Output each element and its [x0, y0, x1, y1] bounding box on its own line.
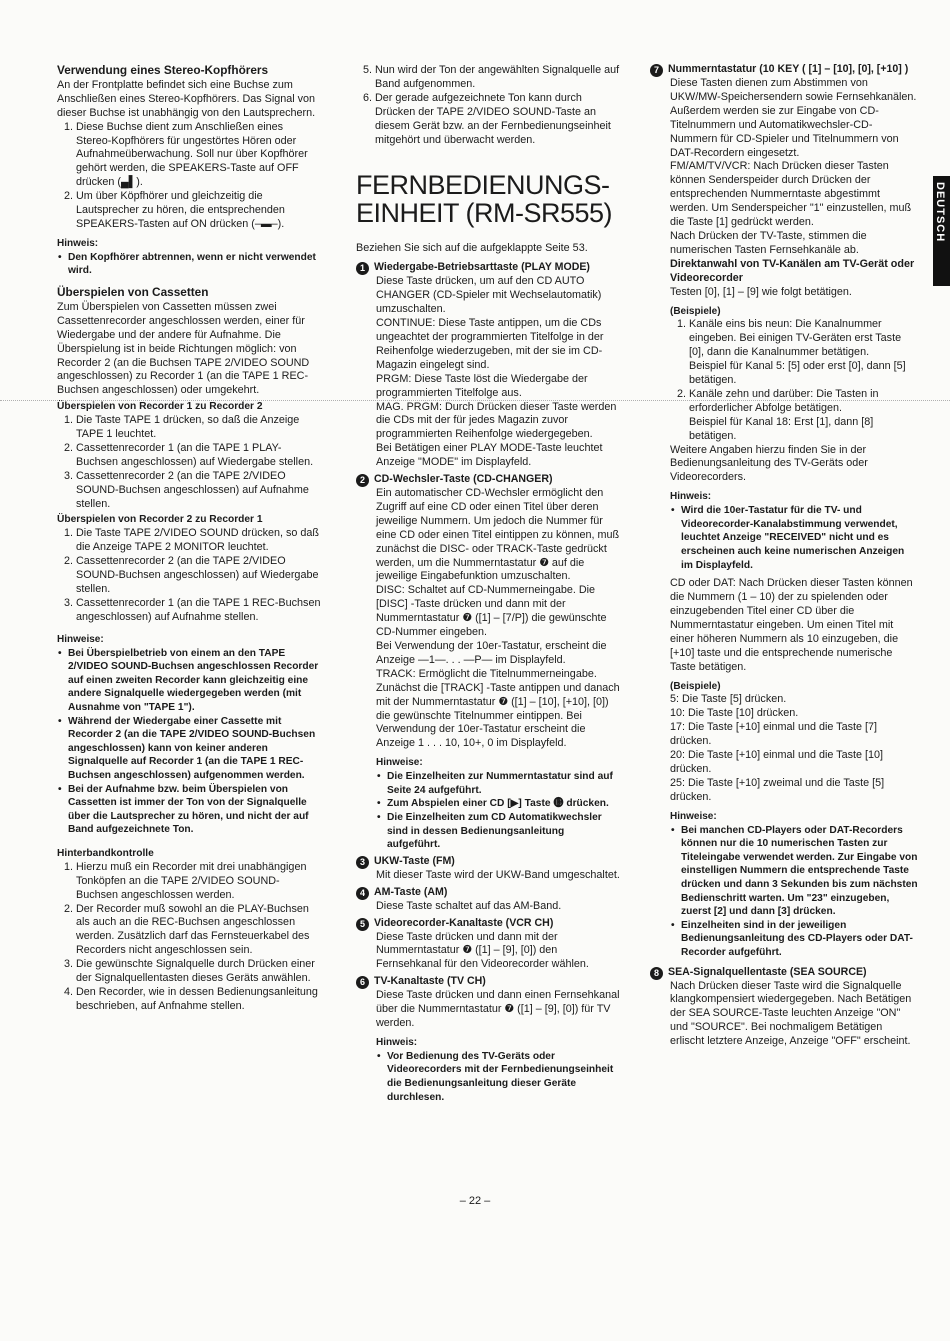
section-heading: [650, 966, 918, 980]
paragraph: Nach Drücken dieser Taste wird die Signalquelle klangkompensiert wiedergegeben. Nach Betätigen der SEA SOURCE-Taste leuchten Anzeige "ON" und "SOURCE". Bei nochmaligem Betätigen erlischt letztere Anzeige, Anzeige "OFF" erscheint.: [670, 979, 912, 1048]
paragraph: Diese Taste drücken und dann mit der Nummerntastatur ❼ ([1] – [9], [0]) den Fernsehkanal für den Videorecorder wählen.: [376, 930, 589, 971]
section-heading: [356, 975, 620, 989]
section-title: CD-Wechsler-Taste (CD-CHANGER): [374, 473, 553, 486]
note-item: • Bei Überspielbetrieb von einem an den TAPE 2/VIDEO SOUND-Buchsen angeschlossen Recorder auf einen zweiten Recorder kann gleichzeitig eine andere Signalquelle wiedergegeben werden (mit Ausnahme von "TAPE 1").: [68, 647, 321, 715]
paragraph: CD oder DAT: Nach Drücken dieser Tasten können die Nummern (1 – 10) der zu spielenden oder einzugebenden Titel einer CD über die Nummerntastatur eingeben. Um einen Titel mit einer höheren Nummern als 10 einzugeben, die [+10] taste und die entsprechende numerische Taste betätigen.: [670, 577, 913, 673]
list-item: 3. Cassettenrecorder 2 (an die TAPE 2/VIDEO SOUND-Buchsen angeschlossen) auf Aufnahme stellen.: [76, 470, 321, 512]
list-item: [689, 388, 918, 444]
note-list: [57, 647, 321, 837]
example-line: 17: Die Taste [+10] einmal und die Taste [7] drücken.: [670, 721, 877, 748]
list-example: Beispiel für Kanal 18: Erst [1], dann [8] betätigen.: [689, 415, 874, 442]
note-label: Hinweise:: [57, 633, 104, 645]
paragraph: Diese Taste drücken, um auf den CD AUTO CHANGER (CD-Spieler mit Wechselautomatik) umzuschalten.: [376, 275, 602, 316]
list-item: 1. Die Taste TAPE 1 drücken, so daß die Anzeige TAPE 1 leuchtet.: [76, 414, 321, 442]
list-example: Beispiel für Kanal 5: [5] oder erst [0], dann [5] betätigen.: [689, 360, 906, 387]
note-item: • Bei manchen CD-Players oder DAT-Recorders können nur die 10 numerischen Tasten zur Titeleingabe verwendet werden. Zur Eingabe von einstelligen Nummern die entsprechende Taste drücken und dann 3 Sekunden bis zum nächsten Bedienschritt warten. Um "23" einzugeben, zuerst [2] und dann [3] drücken.: [681, 824, 918, 919]
title-line-1: FERNBEDIENUNGS-: [356, 170, 610, 201]
section-title: TV-Kanaltaste (TV CH): [374, 975, 486, 988]
section-body: [356, 900, 620, 914]
column-right: [650, 60, 918, 1049]
list: [57, 527, 321, 624]
number-3-icon: 3: [356, 856, 369, 869]
section-body: [650, 77, 918, 960]
note-item: • Bei der Aufnahme bzw. beim Überspielen von Cassetten ist immer der Ton von der Signalquelle über die Lautsprecher zu hören, und nicht der auf Band aufgezeichnete Ton.: [68, 783, 321, 837]
paragraph: FM/AM/TV/VCR: Nach Drücken dieser Tasten können Senderspeider durch Drücken der entsprechenden Nummerntaste abgestimmt werden. Um Senderspeicher "1" einzustellen, muß die Taste [1] gedrückt werden.: [670, 160, 912, 229]
section-title: UKW-Taste (FM): [374, 854, 455, 867]
paragraph: Nach Drücken der TV-Taste, stimmen die numerischen Tasten Fernsehkanäle ab.: [670, 229, 867, 256]
note-item: • Den Kopfhörer abtrennen, wenn er nicht verwendet wird.: [68, 251, 321, 278]
examples-label: (Beispiele): [670, 680, 721, 692]
language-tab: [933, 176, 950, 286]
note-item: • Die Einzelheiten zur Nummerntastatur sind auf Seite 24 aufgeführt.: [387, 770, 620, 797]
list: [356, 64, 620, 147]
note-item: • Vor Bedienung des TV-Geräts oder Videorecorders mit der Fernbedienungseinheit die Bedienungsanleitung dieser Geräte durchlesen.: [387, 1050, 620, 1104]
paragraph: Zum Überspielen von Cassetten müssen zwei Cassettenrecorder angeschlossen werden, einer für Wiedergabe und der andere für Aufnahme. Die Überspielung ist in beide Richtungen möglich: von Recorder 2 (an die Buchsen TAPE 2/VIDEO SOUND angeschlossen) zu Recorder 1 (an die TAPE 1 REC-Buchsen angeschlossen) oder umgekehrt.: [57, 300, 310, 397]
section-body: [650, 980, 918, 1050]
example-line: 5: Die Taste [5] drücken.: [670, 693, 787, 706]
intro-text: Beziehen Sie sich auf die aufgeklappte Seite 53.: [356, 242, 588, 255]
example-line: 20: Die Taste [+10] einmal und die Taste [10] drücken.: [670, 749, 883, 775]
note-item: • Während der Wiedergabe einer Cassette mit Recorder 2 (an die TAPE 2/VIDEO SOUND-Buchsen angeschlossen) kann von keiner anderen Signalquelle auf Recorder 1 (an die TAPE 1 REC-Buchsen angeschlossen) aufgenommen werden.: [68, 715, 321, 783]
list: [57, 121, 321, 232]
list-item: 2. Cassettenrecorder 1 (an die TAPE 1 PLAY-Buchsen angeschlossen) auf Wiedergabe stellen.: [76, 442, 321, 470]
heading-dubbing: Überspielen von Cassetten: [57, 284, 209, 299]
heading-headphones: Verwendung eines Stereo-Kopfhörers: [57, 63, 269, 77]
list-text: Kanäle eins bis neun: Die Kanalnummer eingeben. Bei einigen TV-Geräten erst Taste [0], dann die Kanalnummer betätigen.: [689, 318, 902, 359]
note-label: Hinweis:: [57, 237, 99, 249]
paragraph: Bei Betätigen einer PLAY MODE-Taste leuchtet Anzeige "MODE" im Displayfeld.: [376, 442, 603, 469]
number-4-icon: 4: [356, 887, 369, 900]
paragraph: MAG. PRGM: Durch Drücken dieser Taste werden die CDs mit der für jedes Magazin zuvor programmierten Reihenfolge wiedergegeben.: [376, 400, 617, 441]
section-body: [356, 487, 620, 852]
list-item: 2. Um über Köpfhörer und gleichzeitig die Lautsprecher zu hören, die entsprechenden SPEAKERS-Tasten auf ON drücken (–▬–).: [76, 190, 321, 232]
note-item: • Zum Abspielen einer CD [▶] Taste ⓭ drücken.: [387, 797, 620, 811]
list-item: 6. Der gerade aufgezeichnete Ton kann durch Drücken der TAPE 2/VIDEO SOUND-Taste an diesem Gerät bzw. an der Fernbedienungseinheit mitgehört und überwacht werden.: [375, 92, 620, 148]
section-title: Videorecorder-Kanaltaste (VCR CH): [374, 916, 554, 929]
section-heading: [356, 886, 620, 900]
paragraph: PRGM: Diese Taste löst die Wiedergabe der programmierten Titelfolge aus.: [376, 372, 588, 399]
paragraph: Mit dieser Taste wird der UKW-Band umgeschaltet.: [376, 868, 620, 881]
page-number: – 22 –: [459, 1195, 491, 1207]
number-1-icon: 1: [356, 262, 369, 275]
example-line: 25: Die Taste [+10] zweimal und die Taste [5] drücken.: [670, 776, 885, 803]
example-line: 10: Die Taste [10] drücken.: [670, 707, 799, 720]
note-label: Hinweise:: [670, 810, 717, 822]
note-label: Hinweis:: [376, 1036, 418, 1048]
paragraph: An der Frontplatte befindet sich eine Buchse zum Anschließen eines Stereo-Kopfhörers. Das Signal von dieser Buchse ist unabhängig von den Lautsprechern.: [57, 78, 316, 119]
note-item: • Wird die 10er-Tastatur für die TV- und Videorecorder-Kanalabstimmung verwendet, leuchtet Anzeige "RECEIVED" nicht und es erscheinen auch keine numerischen Anzeigen im Displayfeld.: [681, 504, 918, 572]
list-item: [689, 318, 918, 388]
section-heading: [356, 917, 620, 931]
section-title: Wiedergabe-Betriebsarttaste (PLAY MODE): [374, 261, 590, 274]
list-item: 4. Den Recorder, wie in dessen Bedienungsanleitung beschrieben, auf Anfnahme stellen.: [76, 986, 321, 1014]
paragraph: Weitere Angaben hierzu finden Sie in der Bedienungsanleitung des TV-Geräts oder Videorecorders.: [670, 443, 868, 484]
list-text: Kanäle zehn und darüber: Die Tasten in erforderlicher Abfolge betätigen.: [689, 387, 879, 414]
paragraph: Diese Tasten dienen zum Abstimmen von UKW/MW-Speichersendern sowie Fernsehkanälen. Außerdem werden sie zur Eingabe von CD-Titelnummern und Automatikwechsler-CD-Nummern für CD-Spieler und Titelnummern von DAT-Recordern eingesetzt.: [670, 77, 917, 159]
subheading: Hinterbandkontrolle: [57, 847, 154, 859]
language-tab-label: DEUTSCH: [934, 182, 946, 243]
list-item: 2. Cassettenrecorder 2 (an die TAPE 2/VIDEO SOUND-Buchsen angeschlossen) auf Wiedergabe stellen.: [76, 555, 321, 597]
paragraph: DISC: Schaltet auf CD-Nummerneingabe. Die [DISC] -Taste drücken und dann mit der Nummerntastatur ❼ ([1] – [7/P]) die gewünschte CD-Nummer eingeben.: [376, 584, 607, 639]
section-title: Nummerntastatur (10 KEY ( [1] – [10], [0], [+10] ): [668, 63, 909, 75]
paragraph: Diese Taste drücken und dann einen Fernsehkanal über die Nummerntastatur ❼ ([1] – [9], [0]) für TV werden.: [376, 989, 620, 1030]
section-body: [356, 275, 620, 470]
paragraph: Ein automatischer CD-Wechsler ermöglicht den Zugriff auf eine CD oder einen Titel über deren jeweilige Nummern. Um jedoch die Nummer für eine CD oder einen Titel eintippen zu können, muß zunächst die DISC- oder TRACK-Taste gedrückt werden, um die Nummerntastatur ❼ auf die jeweilige Eingabefunktion umzuschalten.: [376, 487, 620, 583]
page-title: [356, 171, 620, 227]
list-item: 3. Cassettenrecorder 1 (an die TAPE 1 REC-Buchsen angeschlossen) auf Aufnahme stellen.: [76, 597, 321, 625]
note-item: • Die Einzelheiten zum CD Automatikwechsler sind in dessen Bedienungsanleitung aufgeführt.: [387, 811, 620, 852]
list: [670, 318, 918, 443]
note-list: [376, 1050, 620, 1104]
section-title: AM-Taste (AM): [374, 885, 448, 898]
note-list: [57, 251, 321, 278]
number-7-icon: 7: [650, 64, 663, 77]
note-item: • Einzelheiten sind in der jeweiligen Bedienungsanleitung des CD-Players oder DAT-Recorder aufgeführt.: [681, 919, 918, 960]
list-item: 5. Nun wird der Ton der angewählten Signalquelle auf Band aufgenommen.: [375, 64, 620, 92]
list-item: 1. Diese Buchse dient zum Anschließen eines Stereo-Kopfhörers für ungestörtes Hören oder Aufnahmeüberwachung. Soll nur über Kopfhörer gehört werden, die SPEAKERS-Taste auf OFF drücken (▄▌).: [76, 121, 321, 191]
paragraph: Testen [0], [1] – [9] wie folgt betätigen.: [670, 285, 852, 298]
paragraph: CONTINUE: Diese Taste antippen, um die CDs ungeachtet der programmierten Titelfolge in der Reihenfolge wiederzugeben, mit der sie im CD-Magazin eingelegt sind.: [376, 317, 604, 371]
paragraph: Diese Taste schaltet auf das AM-Band.: [376, 899, 562, 912]
note-list: [670, 504, 918, 572]
paragraph: TRACK: Ermöglicht die Titelnummerneingabe. Zunächst die [TRACK] -Taste antippen und danach mit der Nummerntastatur ❼ ([1] – [10], [+10], [0]) die gewünschte Titelnummer eintippen. Bei Verwendung der 10er-Tastatur erscheint die Anzeige 1 . . . 10, 10+, 0 im Displayfeld.: [376, 667, 620, 750]
number-6-icon: 6: [356, 976, 369, 989]
section-title: SEA-Signalquellentaste (SEA SOURCE): [668, 965, 867, 978]
number-5-icon: 5: [356, 918, 369, 931]
list-item: 1. Hierzu muß ein Recorder mit drei unabhängigen Tonköpfen an die TAPE 2/VIDEO SOUND-Buchsen angeschlossen werden.: [76, 861, 321, 903]
subheading: Überspielen von Recorder 1 zu Recorder 2: [57, 401, 263, 413]
paragraph: Bei Verwendung der 10er-Tastatur, erscheint die Anzeige —1—. . . —P— im Displayfeld.: [376, 640, 607, 666]
note-label: Hinweise:: [376, 757, 423, 769]
note-list: [670, 824, 918, 960]
title-line-2: EINHEIT (RM-SR555): [356, 198, 613, 229]
section-heading: [650, 63, 918, 77]
examples-label: (Beispiele): [670, 305, 721, 317]
list-item: 3. Die gewünschte Signalquelle durch Drücken einer der Signalquellentasten dieses Geräts anwählen.: [76, 958, 321, 986]
column-left: [57, 64, 321, 1014]
list-item: 1. Die Taste TAPE 2/VIDEO SOUND drücken, so daß die Anzeige TAPE 2 MONITOR leuchtet.: [76, 527, 321, 555]
section-heading: [356, 261, 620, 275]
note-list: [376, 770, 620, 852]
section-body: [356, 931, 620, 973]
section-heading: [356, 855, 620, 869]
section-heading: [356, 473, 620, 487]
subheading: Überspielen von Recorder 2 zu Recorder 1: [57, 514, 263, 526]
section-body: [356, 869, 620, 883]
number-8-icon: 8: [650, 967, 663, 980]
number-2-icon: 2: [356, 474, 369, 487]
list: [57, 414, 321, 511]
column-middle: [356, 64, 620, 1104]
list-item: 2. Der Recorder muß sowohl an die PLAY-Buchsen als auch an die REC-Buchsen angeschlossen werden. Zusätzlich darf das Fernsteuerkabel des Recorders nicht angeschlossen sein.: [76, 903, 321, 959]
note-label: Hinweis:: [670, 491, 712, 503]
paragraph: Direktanwahl von TV-Kanälen am TV-Gerät oder Videorecorder: [670, 257, 915, 284]
list: [57, 861, 321, 1014]
section-body: [356, 989, 620, 1104]
